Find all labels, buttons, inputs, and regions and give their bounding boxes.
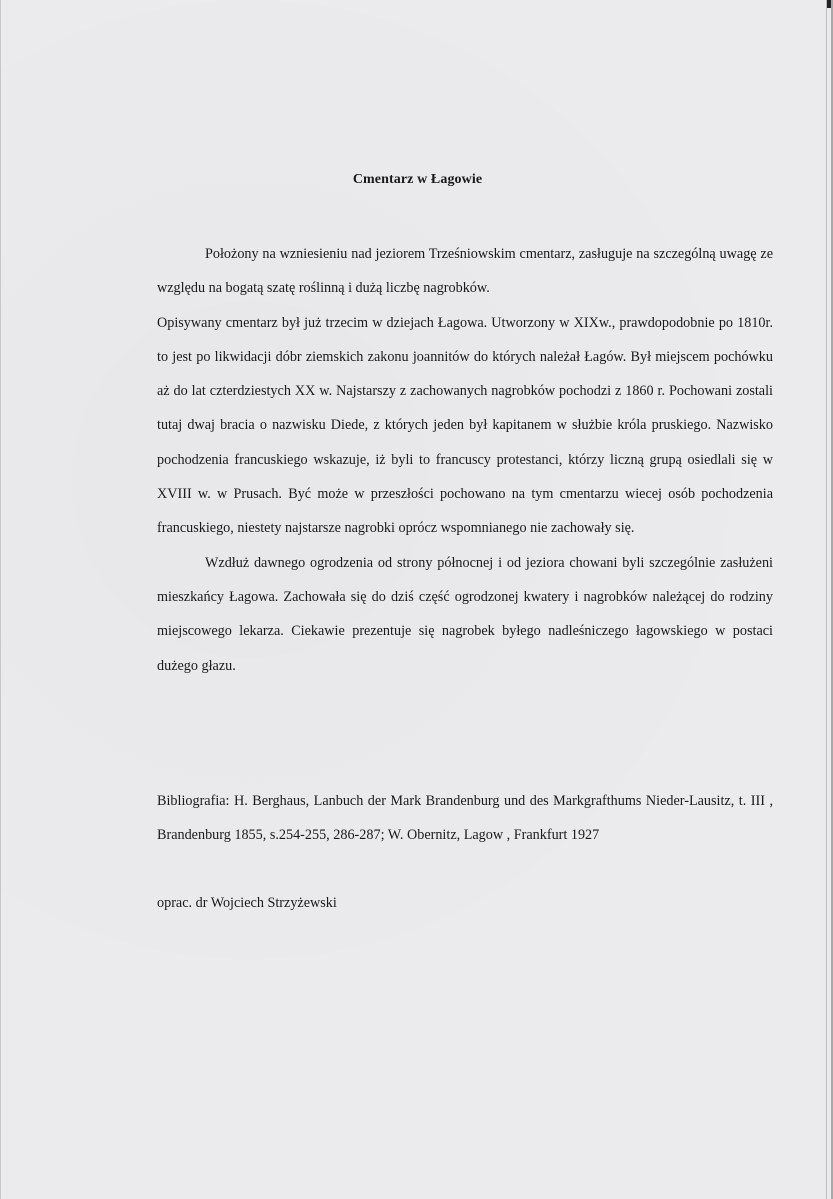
scan-corner-mark: [827, 0, 831, 8]
paragraph-3: Wzdłuż dawnego ogrodzenia od strony północnej i od jeziora chowani byli szczególnie zasłużeni mieszkańcy Łagowa. Zachowała się do dziś część ogrodzonej kwatery i nagrobków należącej do rodziny miejscowego lekarza. Ciekawie prezentuje się nagrobek byłego nadleśniczego łagowskiego w postaci dużego głazu.: [157, 554, 773, 674]
document-body: [157, 237, 773, 683]
bibliography-text: Bibliografia: H. Berghaus, Lanbuch der Mark Brandenburg und des Markgrafthums Nieder-Lausitz, t. III , Brandenburg 1855, s.254-255, 286-287; W. Obernitz, Lagow , Frankfurt 1927: [157, 793, 773, 844]
document-title: Cmentarz w Łagowie: [352, 172, 483, 187]
author-credit: oprac. dr Wojciech Strzyżewski: [157, 895, 337, 911]
bibliography: [157, 784, 773, 853]
paragraph-1: Położony na wzniesieniu nad jeziorem Trześniowskim cmentarz, zasługuje na szczególną uwagę ze względu na bogatą szatę roślinną i dużą liczbę nagrobków.: [157, 246, 773, 297]
paragraph-2: Opisywany cmentarz był już trzecim w dziejach Łagowa. Utworzony w XIXw., prawdopodobnie po 1810r. to jest po likwidacji dóbr ziemskich zakonu joannitów do których należał Łagów. Był miejscem pochówku aż do lat czterdziestych XX w. Najstarszy z zachowanych nagrobków pochodzi z 1860 r. Pochowani zostali tutaj dwaj bracia o nazwisku Diede, z których jeden był kapitanem w służbie króla pruskiego. Nazwisko pochodzenia francuskiego wskazuje, iż byli to francuscy protestanci, którzy liczną grupą osiedlali się w XVIII w. w Prusach. Być może w przeszłości pochowano na tym cmentarzu wiecej osób pochodzenia francuskiego, niestety najstarsze nagrobki oprócz wspomnianego nie zachowały się.: [157, 314, 773, 537]
